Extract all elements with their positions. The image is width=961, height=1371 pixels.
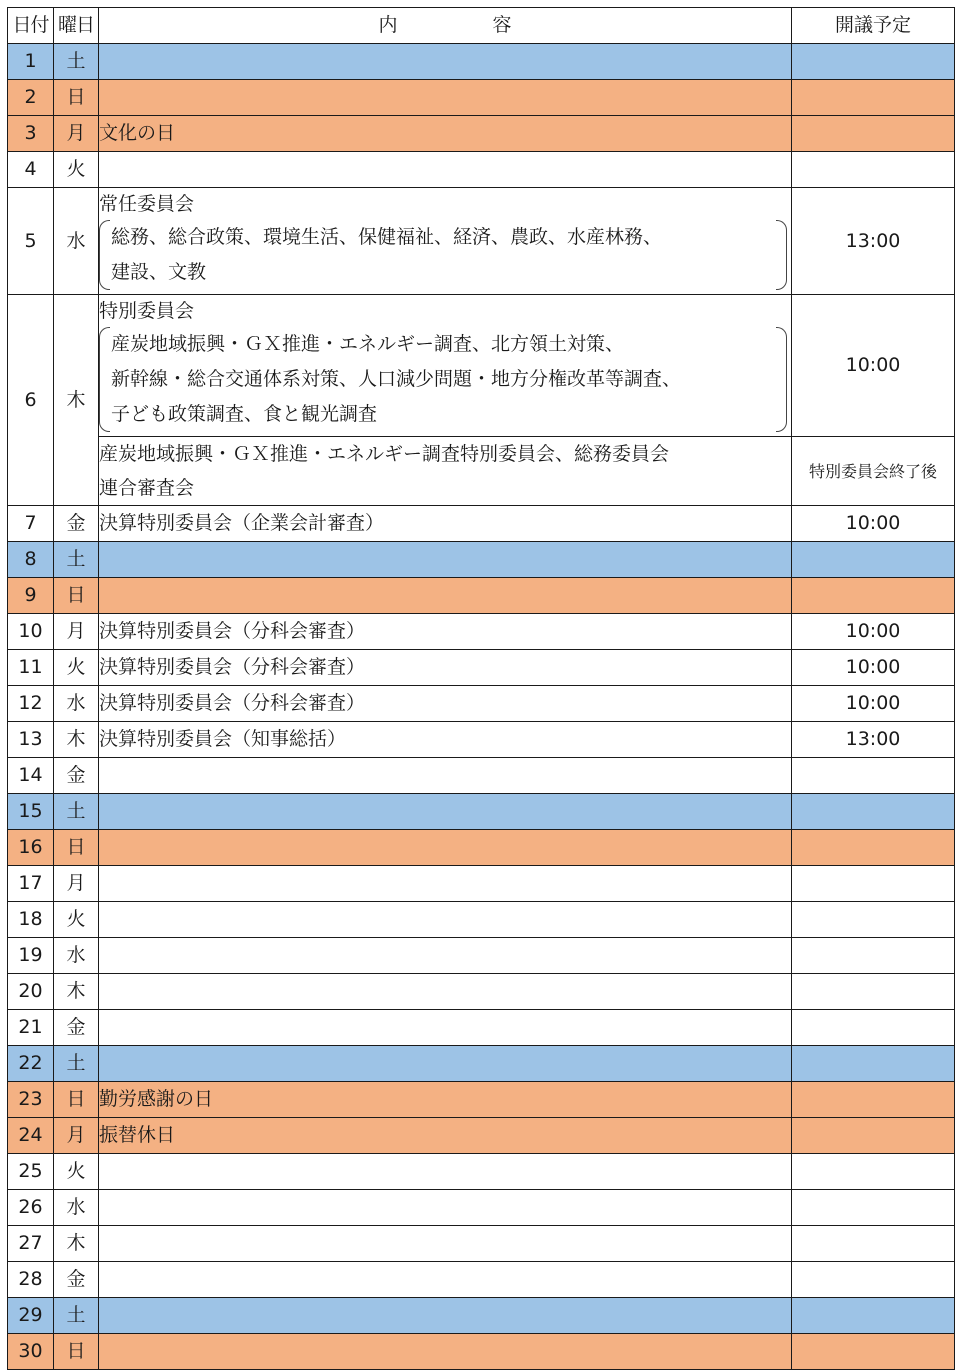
start-time-cell [792, 758, 955, 794]
date-cell: 9 [8, 578, 54, 614]
date-cell: 1 [8, 44, 54, 80]
table-row [8, 1226, 955, 1262]
day-of-week-cell: 金 [54, 1262, 99, 1298]
start-time-cell [792, 1154, 955, 1190]
date-cell: 19 [8, 938, 54, 974]
table-row [8, 1010, 955, 1046]
committee-group-title: 常任委員会 [99, 193, 195, 215]
start-time-cell: 10:00 [792, 686, 955, 722]
table-row [8, 650, 955, 686]
header-date: 日付 [8, 8, 54, 44]
table-row [8, 722, 955, 758]
day-of-week-cell: 水 [54, 686, 99, 722]
start-time-cell [792, 866, 955, 902]
content-cell [99, 1262, 792, 1298]
content-cell: 決算特別委員会（分科会審査） [99, 650, 792, 686]
date-cell: 13 [8, 722, 54, 758]
start-time-cell [792, 794, 955, 830]
date-cell: 12 [8, 686, 54, 722]
date-cell: 3 [8, 116, 54, 152]
day-of-week-cell: 木 [54, 1226, 99, 1262]
date-cell: 30 [8, 1334, 54, 1370]
date-cell: 26 [8, 1190, 54, 1226]
schedule-table [7, 7, 955, 1370]
content-cell [99, 542, 792, 578]
joint-session-line: 連合審査会 [99, 477, 195, 499]
content-cell [99, 794, 792, 830]
committee-list-line: 建設、文教 [111, 261, 207, 283]
day-of-week-cell: 火 [54, 650, 99, 686]
day-of-week-cell: 月 [54, 1118, 99, 1154]
date-cell: 21 [8, 1010, 54, 1046]
start-time-cell [792, 542, 955, 578]
day-of-week-cell: 金 [54, 1010, 99, 1046]
content-cell [99, 1046, 792, 1082]
content-cell [99, 1226, 792, 1262]
date-cell: 16 [8, 830, 54, 866]
date-cell: 20 [8, 974, 54, 1010]
start-time-cell [792, 938, 955, 974]
table-row [8, 1334, 955, 1370]
content-cell [99, 1334, 792, 1370]
content-cell [99, 1298, 792, 1334]
day-of-week-cell: 日 [54, 80, 99, 116]
content-cell [99, 866, 792, 902]
day-of-week-cell: 土 [54, 1046, 99, 1082]
committee-list-line: 新幹線・総合交通体系対策、人口減少問題・地方分権改革等調査、 [111, 368, 682, 390]
committee-list [99, 220, 787, 290]
joint-session-line: 産炭地域振興・ＧＸ推進・エネルギー調査特別委員会、総務委員会 [99, 443, 670, 465]
day-of-week-cell: 火 [54, 902, 99, 938]
header-day-of-week: 曜日 [54, 8, 99, 44]
table-row [8, 938, 955, 974]
content-cell: 勤労感謝の日 [99, 1082, 792, 1118]
day-of-week-cell: 土 [54, 44, 99, 80]
day-of-week-cell: 日 [54, 830, 99, 866]
table-row [8, 188, 955, 295]
table-row [8, 116, 955, 152]
date-cell: 22 [8, 1046, 54, 1082]
date-cell: 7 [8, 506, 54, 542]
table-row [8, 902, 955, 938]
content-cell [99, 44, 792, 80]
date-cell: 18 [8, 902, 54, 938]
committee-list-line: 子ども政策調査、食と観光調査 [111, 403, 378, 425]
date-cell: 5 [8, 188, 54, 295]
table-row [8, 830, 955, 866]
header-row [8, 8, 955, 44]
content-cell: 文化の日 [99, 116, 792, 152]
start-time-cell [792, 1298, 955, 1334]
header-content: 内 容 [99, 8, 792, 44]
date-cell: 29 [8, 1298, 54, 1334]
table-row [8, 542, 955, 578]
day-of-week-cell: 土 [54, 794, 99, 830]
content-cell [99, 1010, 792, 1046]
day-of-week-cell: 木 [54, 295, 99, 506]
date-cell: 28 [8, 1262, 54, 1298]
day-of-week-cell: 木 [54, 974, 99, 1010]
content-cell [99, 758, 792, 794]
day-of-week-cell: 金 [54, 758, 99, 794]
start-time-cell [792, 1334, 955, 1370]
date-cell: 17 [8, 866, 54, 902]
day-of-week-cell: 月 [54, 116, 99, 152]
committee-list-line: 産炭地域振興・ＧＸ推進・エネルギー調査、北方領土対策、 [111, 333, 625, 355]
committee-list [99, 327, 787, 432]
table-row [8, 1262, 955, 1298]
day-of-week-cell: 日 [54, 1082, 99, 1118]
date-cell: 24 [8, 1118, 54, 1154]
table-row [8, 1082, 955, 1118]
day-of-week-cell: 月 [54, 614, 99, 650]
date-cell: 25 [8, 1154, 54, 1190]
start-time-cell [792, 80, 955, 116]
schedule-body [8, 44, 955, 1370]
date-cell: 10 [8, 614, 54, 650]
day-of-week-cell: 金 [54, 506, 99, 542]
committee-list-line: 総務、総合政策、環境生活、保健福祉、経済、農政、水産林務、 [111, 226, 663, 248]
table-row [8, 1118, 955, 1154]
table-row-sub [8, 437, 955, 506]
content-cell: 決算特別委員会（分科会審査） [99, 686, 792, 722]
table-row [8, 1190, 955, 1226]
committee-group-title: 特別委員会 [99, 300, 195, 322]
header-time: 開議予定 [792, 8, 955, 44]
date-cell: 11 [8, 650, 54, 686]
start-time-cell: 13:00 [792, 188, 955, 295]
start-time-cell [792, 1118, 955, 1154]
day-of-week-cell: 火 [54, 152, 99, 188]
table-row [8, 1154, 955, 1190]
content-cell [99, 1190, 792, 1226]
day-of-week-cell: 日 [54, 578, 99, 614]
start-time-cell [792, 152, 955, 188]
day-of-week-cell: 火 [54, 1154, 99, 1190]
start-time-cell: 13:00 [792, 722, 955, 758]
day-of-week-cell: 土 [54, 1298, 99, 1334]
start-time-cell [792, 578, 955, 614]
table-row [8, 866, 955, 902]
table-row [8, 686, 955, 722]
date-cell: 4 [8, 152, 54, 188]
day-of-week-cell: 水 [54, 1190, 99, 1226]
content-cell [99, 902, 792, 938]
start-time-cell [792, 44, 955, 80]
table-row [8, 80, 955, 116]
content-cell [99, 80, 792, 116]
start-time-cell: 10:00 [792, 614, 955, 650]
start-time-cell: 10:00 [792, 650, 955, 686]
start-time-cell: 10:00 [792, 506, 955, 542]
table-row [8, 578, 955, 614]
start-time-cell [792, 830, 955, 866]
content-cell [99, 295, 792, 437]
content-cell [99, 1154, 792, 1190]
content-cell [99, 578, 792, 614]
right-bracket-icon [776, 220, 787, 290]
content-cell [99, 437, 792, 506]
content-cell: 決算特別委員会（企業会計審査） [99, 506, 792, 542]
content-cell [99, 188, 792, 295]
day-of-week-cell: 水 [54, 188, 99, 295]
table-row [8, 614, 955, 650]
day-of-week-cell: 日 [54, 1334, 99, 1370]
start-time-cell [792, 1190, 955, 1226]
date-cell: 23 [8, 1082, 54, 1118]
table-row [8, 506, 955, 542]
left-bracket-icon [99, 327, 110, 432]
date-cell: 27 [8, 1226, 54, 1262]
start-time-cell [792, 116, 955, 152]
start-time-cell: 特別委員会終了後 [792, 437, 955, 506]
content-cell: 決算特別委員会（知事総括） [99, 722, 792, 758]
date-cell: 8 [8, 542, 54, 578]
left-bracket-icon [99, 220, 110, 290]
table-row [8, 1046, 955, 1082]
content-cell: 決算特別委員会（分科会審査） [99, 614, 792, 650]
table-row [8, 295, 955, 437]
start-time-cell [792, 1262, 955, 1298]
start-time-cell [792, 1010, 955, 1046]
start-time-cell [792, 1082, 955, 1118]
start-time-cell [792, 1226, 955, 1262]
date-cell: 15 [8, 794, 54, 830]
date-cell: 14 [8, 758, 54, 794]
date-cell: 6 [8, 295, 54, 506]
content-cell [99, 938, 792, 974]
table-row [8, 44, 955, 80]
day-of-week-cell: 土 [54, 542, 99, 578]
start-time-cell [792, 902, 955, 938]
day-of-week-cell: 月 [54, 866, 99, 902]
table-row [8, 758, 955, 794]
table-row [8, 974, 955, 1010]
day-of-week-cell: 木 [54, 722, 99, 758]
content-cell [99, 974, 792, 1010]
content-cell [99, 152, 792, 188]
start-time-cell [792, 974, 955, 1010]
start-time-cell: 10:00 [792, 295, 955, 437]
right-bracket-icon [776, 327, 787, 432]
start-time-cell [792, 1046, 955, 1082]
table-row [8, 794, 955, 830]
date-cell: 2 [8, 80, 54, 116]
table-row [8, 152, 955, 188]
table-row [8, 1298, 955, 1334]
day-of-week-cell: 水 [54, 938, 99, 974]
content-cell [99, 830, 792, 866]
content-cell: 振替休日 [99, 1118, 792, 1154]
